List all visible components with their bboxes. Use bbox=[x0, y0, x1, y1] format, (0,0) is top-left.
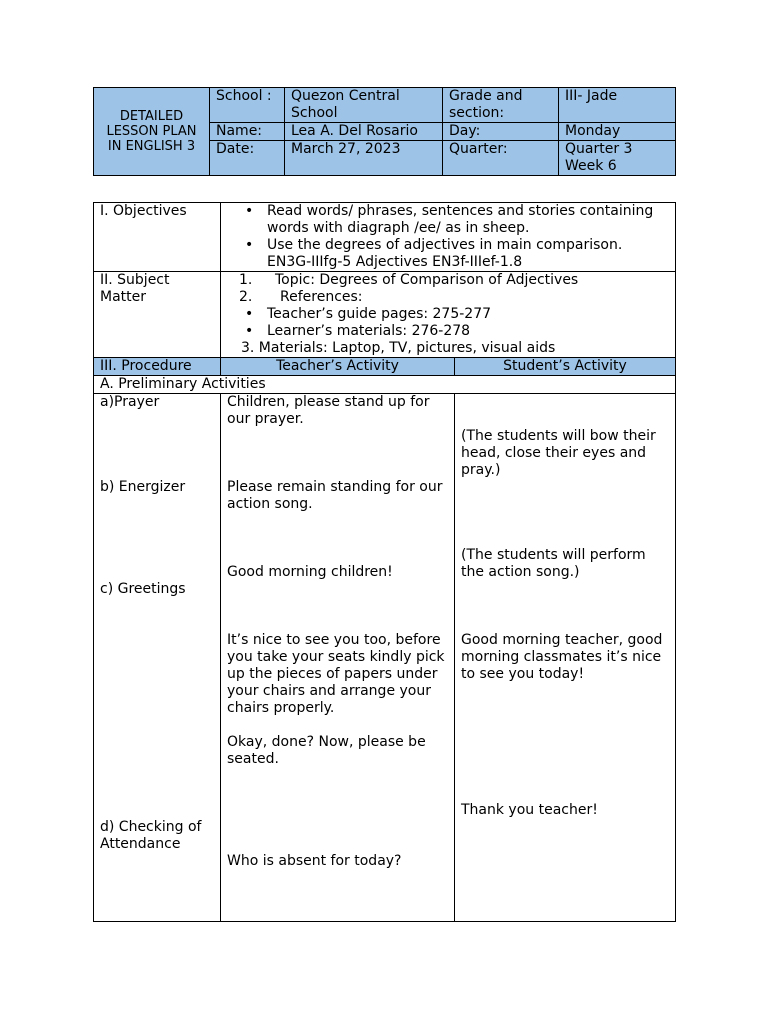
teacher-activity-column bbox=[221, 394, 455, 922]
day-value: Monday bbox=[559, 123, 676, 141]
step-prayer: a)Prayer bbox=[100, 394, 160, 410]
materials-item: 3. Materials: Laptop, TV, pictures, visual aids bbox=[241, 340, 556, 356]
teacher-energizer: Please remain standing for our action song. bbox=[227, 479, 443, 512]
student-prayer: (The students will bow their head, close their eyes and pray.) bbox=[461, 428, 656, 478]
subject-matter-row bbox=[94, 272, 676, 358]
topic-item: 1. Topic: Degrees of Comparison of Adjectives bbox=[275, 272, 669, 289]
reference-item: • Teacher’s guide pages: 275-277 bbox=[267, 306, 669, 323]
lesson-plan-title: DETAILED LESSON PLAN IN ENGLISH 3 bbox=[94, 88, 210, 176]
subject-matter-list bbox=[227, 272, 669, 306]
student-greeting: Good morning teacher, good morning classmates it’s nice to see you today! bbox=[461, 632, 663, 682]
teacher-attendance: Who is absent for today? bbox=[227, 853, 402, 869]
step-greetings: c) Greetings bbox=[100, 581, 186, 597]
teacher-be-seated: Okay, done? Now, please be seated. bbox=[227, 734, 426, 767]
lesson-table bbox=[93, 202, 676, 922]
procedure-header-row bbox=[94, 358, 676, 376]
preliminary-row bbox=[94, 376, 676, 394]
school-value: Quezon Central School bbox=[285, 88, 443, 123]
teacher-prayer: Children, please stand up for our prayer. bbox=[227, 394, 430, 427]
name-value: Lea A. Del Rosario bbox=[285, 123, 443, 141]
quarter-value: Quarter 3 Week 6 bbox=[559, 141, 676, 176]
objectives-list bbox=[227, 203, 669, 271]
objective-item: • Read words/ phrases, sentences and stories containing words with diagraph /ee/ as in sheep. bbox=[267, 203, 669, 237]
objective-item: • Use the degrees of adjectives in main comparison. EN3G-IIIfg-5 Adjectives EN3f-IIIef-1.8 bbox=[267, 237, 669, 271]
school-label: School : bbox=[210, 88, 285, 123]
grade-value: III- Jade bbox=[559, 88, 676, 123]
name-label: Name: bbox=[210, 123, 285, 141]
quarter-label: Quarter: bbox=[443, 141, 559, 176]
subject-matter-label: II. Subject Matter bbox=[94, 272, 221, 358]
student-activity-header: Student’s Activity bbox=[455, 358, 676, 376]
date-label: Date: bbox=[210, 141, 285, 176]
objectives-row bbox=[94, 203, 676, 272]
preliminary-label: A. Preliminary Activities bbox=[94, 376, 676, 394]
references-list bbox=[227, 306, 669, 340]
teacher-activity-header: Teacher’s Activity bbox=[221, 358, 455, 376]
teacher-greeting: Good morning children! bbox=[227, 564, 393, 580]
objectives-label: I. Objectives bbox=[94, 203, 221, 272]
header-table bbox=[93, 87, 676, 176]
date-value: March 27, 2023 bbox=[285, 141, 443, 176]
student-action-song: (The students will perform the action song.) bbox=[461, 547, 646, 580]
student-thanks: Thank you teacher! bbox=[461, 802, 598, 818]
day-label: Day: bbox=[443, 123, 559, 141]
step-attendance: d) Checking of Attendance bbox=[100, 819, 202, 852]
activities-row bbox=[94, 394, 676, 922]
step-energizer: b) Energizer bbox=[100, 479, 186, 495]
grade-label: Grade and section: bbox=[443, 88, 559, 123]
student-activity-column bbox=[455, 394, 676, 922]
steps-column bbox=[94, 394, 221, 922]
reference-item: • Learner’s materials: 276-278 bbox=[267, 323, 669, 340]
procedure-label: III. Procedure bbox=[94, 358, 221, 376]
teacher-instructions: It’s nice to see you too, before you take your seats kindly pick up the pieces of papers under your chairs and arrange your chairs properly. bbox=[227, 632, 445, 716]
references-item: 2. References: bbox=[275, 289, 669, 306]
